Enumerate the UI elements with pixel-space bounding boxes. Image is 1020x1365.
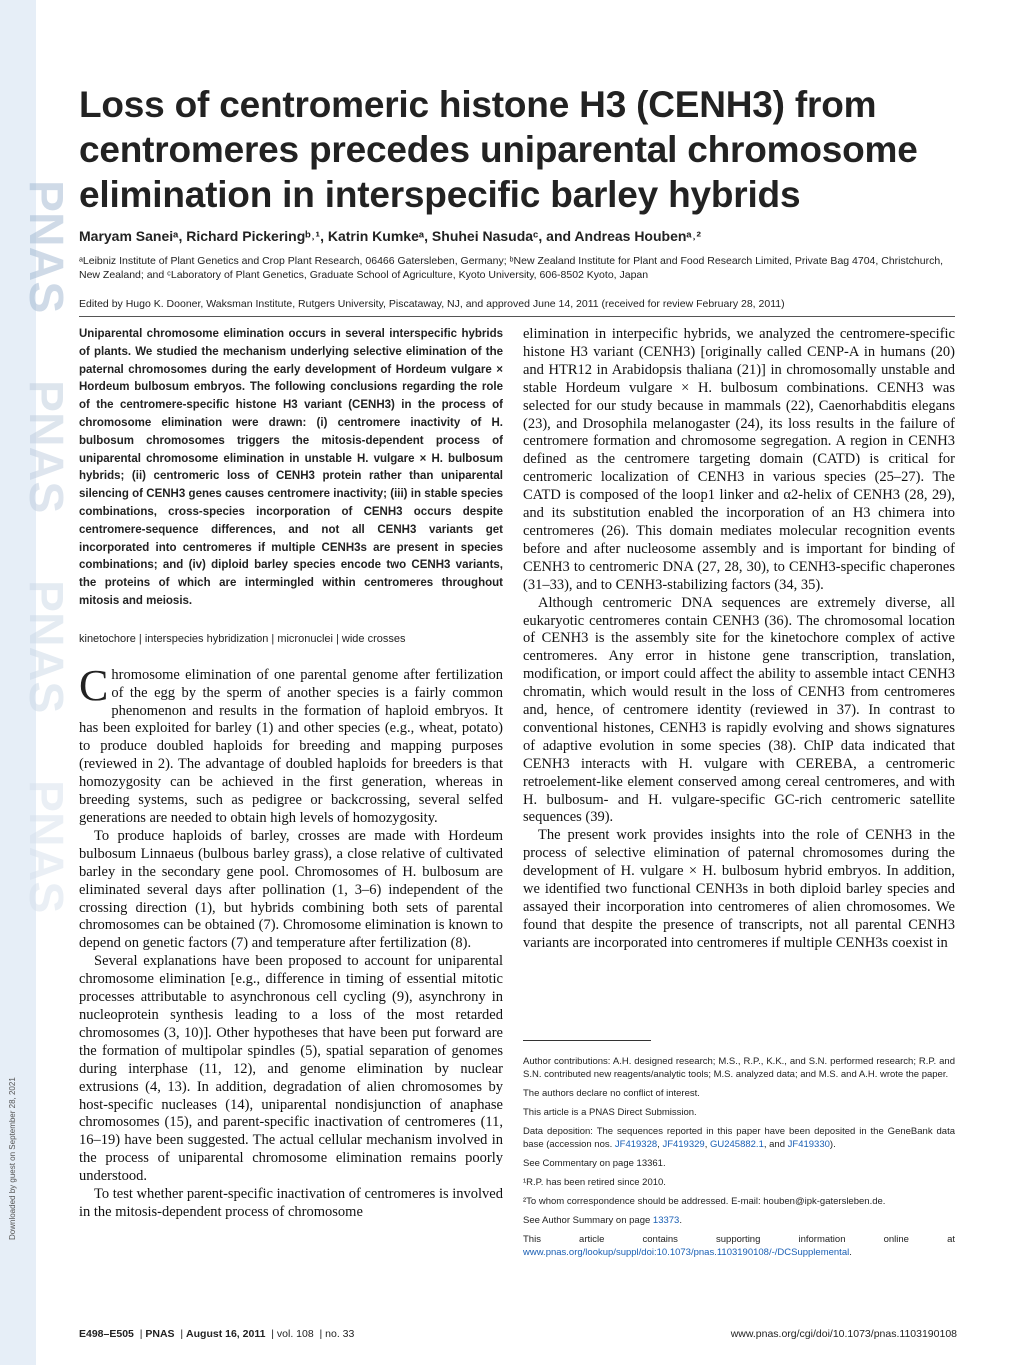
footer-doi: www.pnas.org/cgi/doi/10.1073/pnas.1103190108 bbox=[730, 1328, 957, 1340]
footer-citation: E498–E505 | PNAS | August 16, 2011 | vol. 108 | no. 33 bbox=[79, 1328, 355, 1340]
supporting-info-link[interactable]: www.pnas.org/lookup/suppl/doi:10.1073/pnas.1103190108/-/DCSupplemental bbox=[523, 1247, 850, 1258]
body-paragraph: To produce haploids of barley, crosses are made with Hordeum bulbosum Linnaeus (bulbous barley grass), a close relative of cultivated barley in the secondary gene pool. Chromosomes of H. bulbosum are eliminated several days after pollination (1, 3–6) independent of the crossing direction (1), but hybrids combining both sets of parental chromosomes can be obtained (7). Chromosome elimination is known to depend on genetic factors (7) and temperature after fertilization (8). bbox=[79, 827, 503, 952]
accession-link[interactable]: JF419330 bbox=[787, 1139, 830, 1150]
affiliations: ᵃLeibniz Institute of Plant Genetics and Crop Plant Research, 06466 Gatersleben, Germany; ᵇNew Zealand Institute for Plant and Food Research Limited, Private Bag 4704, Christchurch, New Zealand; and ᶜLaboratory of Plant Genetics, Graduate School of Agriculture, Kyoto University, 606-8502 Kyoto, Japan bbox=[79, 255, 944, 281]
accession-link[interactable]: JF419328 bbox=[614, 1139, 658, 1150]
correspondence-note: ²To whom correspondence should be addressed. E-mail: houben@ipk-gatersleben.de. bbox=[523, 1196, 886, 1207]
drop-cap: C bbox=[79, 660, 109, 710]
footnotes bbox=[523, 1040, 955, 1265]
keywords: kinetochore | interspecies hybridization | micronuclei | wide crosses bbox=[79, 632, 406, 645]
direct-submission: This article is a PNAS Direct Submission. bbox=[523, 1107, 697, 1118]
commentary-note: See Commentary on page 13361. bbox=[523, 1158, 666, 1169]
body-paragraph: elimination in interpecific hybrids, we analyzed the centromere-specific histone H3 variant (CENH3) [originally called CENP-A in humans (20) and HTR12 in Arabidopsis thaliana (21)] in chromosomally unstable and stable Hordeum vulgare × H. bulbosum combinations. CENH3 was selected for our study because in mammals (22), Caenorhabditis elegans (23), and Drosophila melanogaster (24), its loss results in the failure of centromere formation and chromosome segregation. A region in CENH3 defined as the centromere targeting domain (CATD) is critical for centromeric localization of CENH3 in various species (25–27). The CATD is composed of the loop1 linker and α2-helix of CENH3 (28, 29), and its substitution enabled the incorporation of an H3 chimera into centromeres (26). This domain mediates molecular recognition events before and after nucleosome assembly and is important for binding of CENH3 to centromeric DNA (27, 28, 30), to CENH3-specific chaperones (31–33), and to CENH3-stabilizing factors (34, 35). bbox=[523, 326, 955, 593]
pnas-watermark-logo bbox=[0, 0, 72, 1365]
data-deposition: Data deposition: The sequences reported in this paper have been deposited in the GeneBank data base (accession nos. JF419328, JF419329, GU245882.1, and JF419330). bbox=[523, 1126, 955, 1150]
author-summary-note: See Author Summary on page 13373. bbox=[523, 1215, 682, 1226]
footnote-separator bbox=[523, 1040, 651, 1041]
intro-text: hromosome elimination of one parental genome after fertilization of the egg by the sperm of another species is a fairly common phenomenon and results in the formation of haploid embryos. It has been exploited for barley (1) and other species (e.g., wheat, potato) to produce doubled haploids for breeding and mapping purposes (reviewed in 2). The advantage of doubled haploids for breeders is that homozygosity can be achieved in the first generation, whereas in breeding systems, such as pedigree or backcrossing, several selfed generations are needed to obtain high levels of homozygosity. bbox=[79, 666, 503, 826]
body-paragraph: Several explanations have been proposed to account for uniparental chromosome elimination [e.g., difference in timing of essential mitotic processes attributable to asynchronous cell cycling (9), asynchrony in nucleoprotein synthesis leading to a loss of the most retarded chromosomes (3, 10)]. Other hypotheses that have been put forward are the formation of multipolar spindles (5), spatial separation of genomes during interphase (11, 12), and genome elimination by nuclear extrusions (4, 13). In addition, degradation of alien chromosomes by host-specific nucleases (14), uniparental nondisjunction of anaphase chromosomes (15), and parent-specific inactivation of centromeres (11, 16–19) have been suggested. The actual cellular mechanism involved in the process of uniparental chromosome elimination remains poorly understood. bbox=[79, 953, 503, 1185]
edited-by: Edited by Hugo K. Dooner, Waksman Institute, Rutgers University, Piscataway, NJ, and approved June 14, 2011 (received for review February 28, 2011) bbox=[79, 298, 785, 310]
right-column bbox=[523, 326, 955, 953]
svg-text:PNAS: PNAS bbox=[19, 380, 72, 514]
author-contributions: Author contributions: A.H. designed research; M.S., R.P., K.K., and S.N. performed research; R.P. and S.N. contributed new reagents/analytic tools; M.S. analyzed data; and M.S. and A.H. wrote the paper. bbox=[523, 1056, 955, 1080]
svg-text:PNAS: PNAS bbox=[19, 780, 72, 914]
abstract: Uniparental chromosome elimination occurs in several interspecific hybrids of plants. We studied the mechanism underlying selective elimination of the paternal chromosomes during the early development of Hordeum vulgare × Hordeum bulbosum embryos. The following conclusions regarding the role of the centromere-specific histone H3 variant (CENH3) in the process of chromosome elimination were drawn: (i) centromere inactivity of H. bulbosum chromosomes triggers the mitosis-dependent process of uniparental chromosome elimination in unstable H. vulgare × H. bulbosum hybrids; (ii) centromeric loss of CENH3 protein rather than uniparental silencing of CENH3 genes causes centromere inactivity; (iii) in stable species combinations, cross-species incorporation of CENH3 occurs despite centromere-sequence differences, and not all CENH3 variants get incorporated into centromeres if multiple CENH3s are present in species combinations; and (iv) diploid barley species encode two CENH3 variants, the proteins of which are intermingled within centromeres throughout mitosis and meiosis. bbox=[79, 328, 503, 607]
accession-link[interactable]: JF419329 bbox=[662, 1139, 705, 1150]
header-rule bbox=[79, 316, 955, 317]
author-list: Maryam Saneiᵃ, Richard Pickeringᵇ˒¹, Katrin Kumkeᵃ, Shuhei Nasudaᶜ, and Andreas Houbenᵃ˒² bbox=[79, 228, 702, 244]
issue-number: no. 33 bbox=[325, 1328, 355, 1340]
body-paragraph: To test whether parent-specific inactivation of centromeres is involved in the mitosis-dependent process of chromosome bbox=[79, 1186, 503, 1220]
article-title: Loss of centromeric histone H3 (CENH3) from centromeres precedes uniparental chromosome elimination in interspecific barley hybrids bbox=[79, 84, 918, 215]
left-column bbox=[79, 326, 503, 1222]
svg-text:PNAS: PNAS bbox=[19, 580, 72, 714]
right-body-text bbox=[523, 326, 955, 953]
volume: vol. 108 bbox=[276, 1328, 314, 1340]
accession-link[interactable]: GU245882.1 bbox=[709, 1139, 764, 1150]
svg-text:PNAS: PNAS bbox=[19, 180, 72, 314]
conflict-statement: The authors declare no conflict of interest. bbox=[523, 1088, 700, 1099]
journal-name: PNAS bbox=[145, 1328, 175, 1340]
body-paragraph: Although centromeric DNA sequences are extremely diverse, all eukaryotic centromeres contain CENH3 (36). The chromosomal location of CENH3 is the assembly site for the kinetochore complex of active centromeres. Any error in histone gene transcription, translation, modification, or import could affect the ability to assemble intact CENH3 chromatin, which would result in the loss of CENH3 from centromeres and, hence, of centromere identity (reviewed in 37). In contrast to conventional histones, CENH3 is rapidly evolving and shows signatures of adaptive evolution in some species (38). ChIP data indicated that CENH3 interacts with H. vulgare with CEREBA, a centromeric retroelement-like element conserved among cereal centromeres, and with H. bulbosum- and H. vulgare-specific GC-rich centromeric satellite sequences (39). bbox=[523, 594, 955, 826]
supporting-info-note: This article contains supporting information online at www.pnas.org/lookup/suppl/doi:10.1073/pnas.1103190108/-/DCSupplemental. bbox=[523, 1234, 955, 1258]
author-summary-link[interactable]: 13373 bbox=[652, 1215, 680, 1226]
pnas-sidebar bbox=[0, 0, 72, 1365]
intro-paragraph bbox=[79, 660, 503, 828]
page-range: E498–E505 bbox=[79, 1328, 134, 1340]
left-body-text bbox=[79, 660, 503, 1222]
retired-note: ¹R.P. has been retired since 2010. bbox=[523, 1177, 666, 1188]
body-paragraph: The present work provides insights into the role of CENH3 in the process of selective elimination of paternal chromosomes during the development of H. vulgare × H. bulbosum hybrid embryos. In addition, we identified two functional CENH3s in both diploid barley species and assayed their incorporation into centromeres of alien chromosomes. We found that despite the presence of transcripts, not all parental CENH3 variants are incorporated into centromeres if multiple CENH3s coexist in bbox=[523, 827, 955, 951]
issue-date: August 16, 2011 bbox=[186, 1328, 266, 1340]
download-note: Downloaded by guest on September 28, 2021 bbox=[8, 1077, 17, 1240]
